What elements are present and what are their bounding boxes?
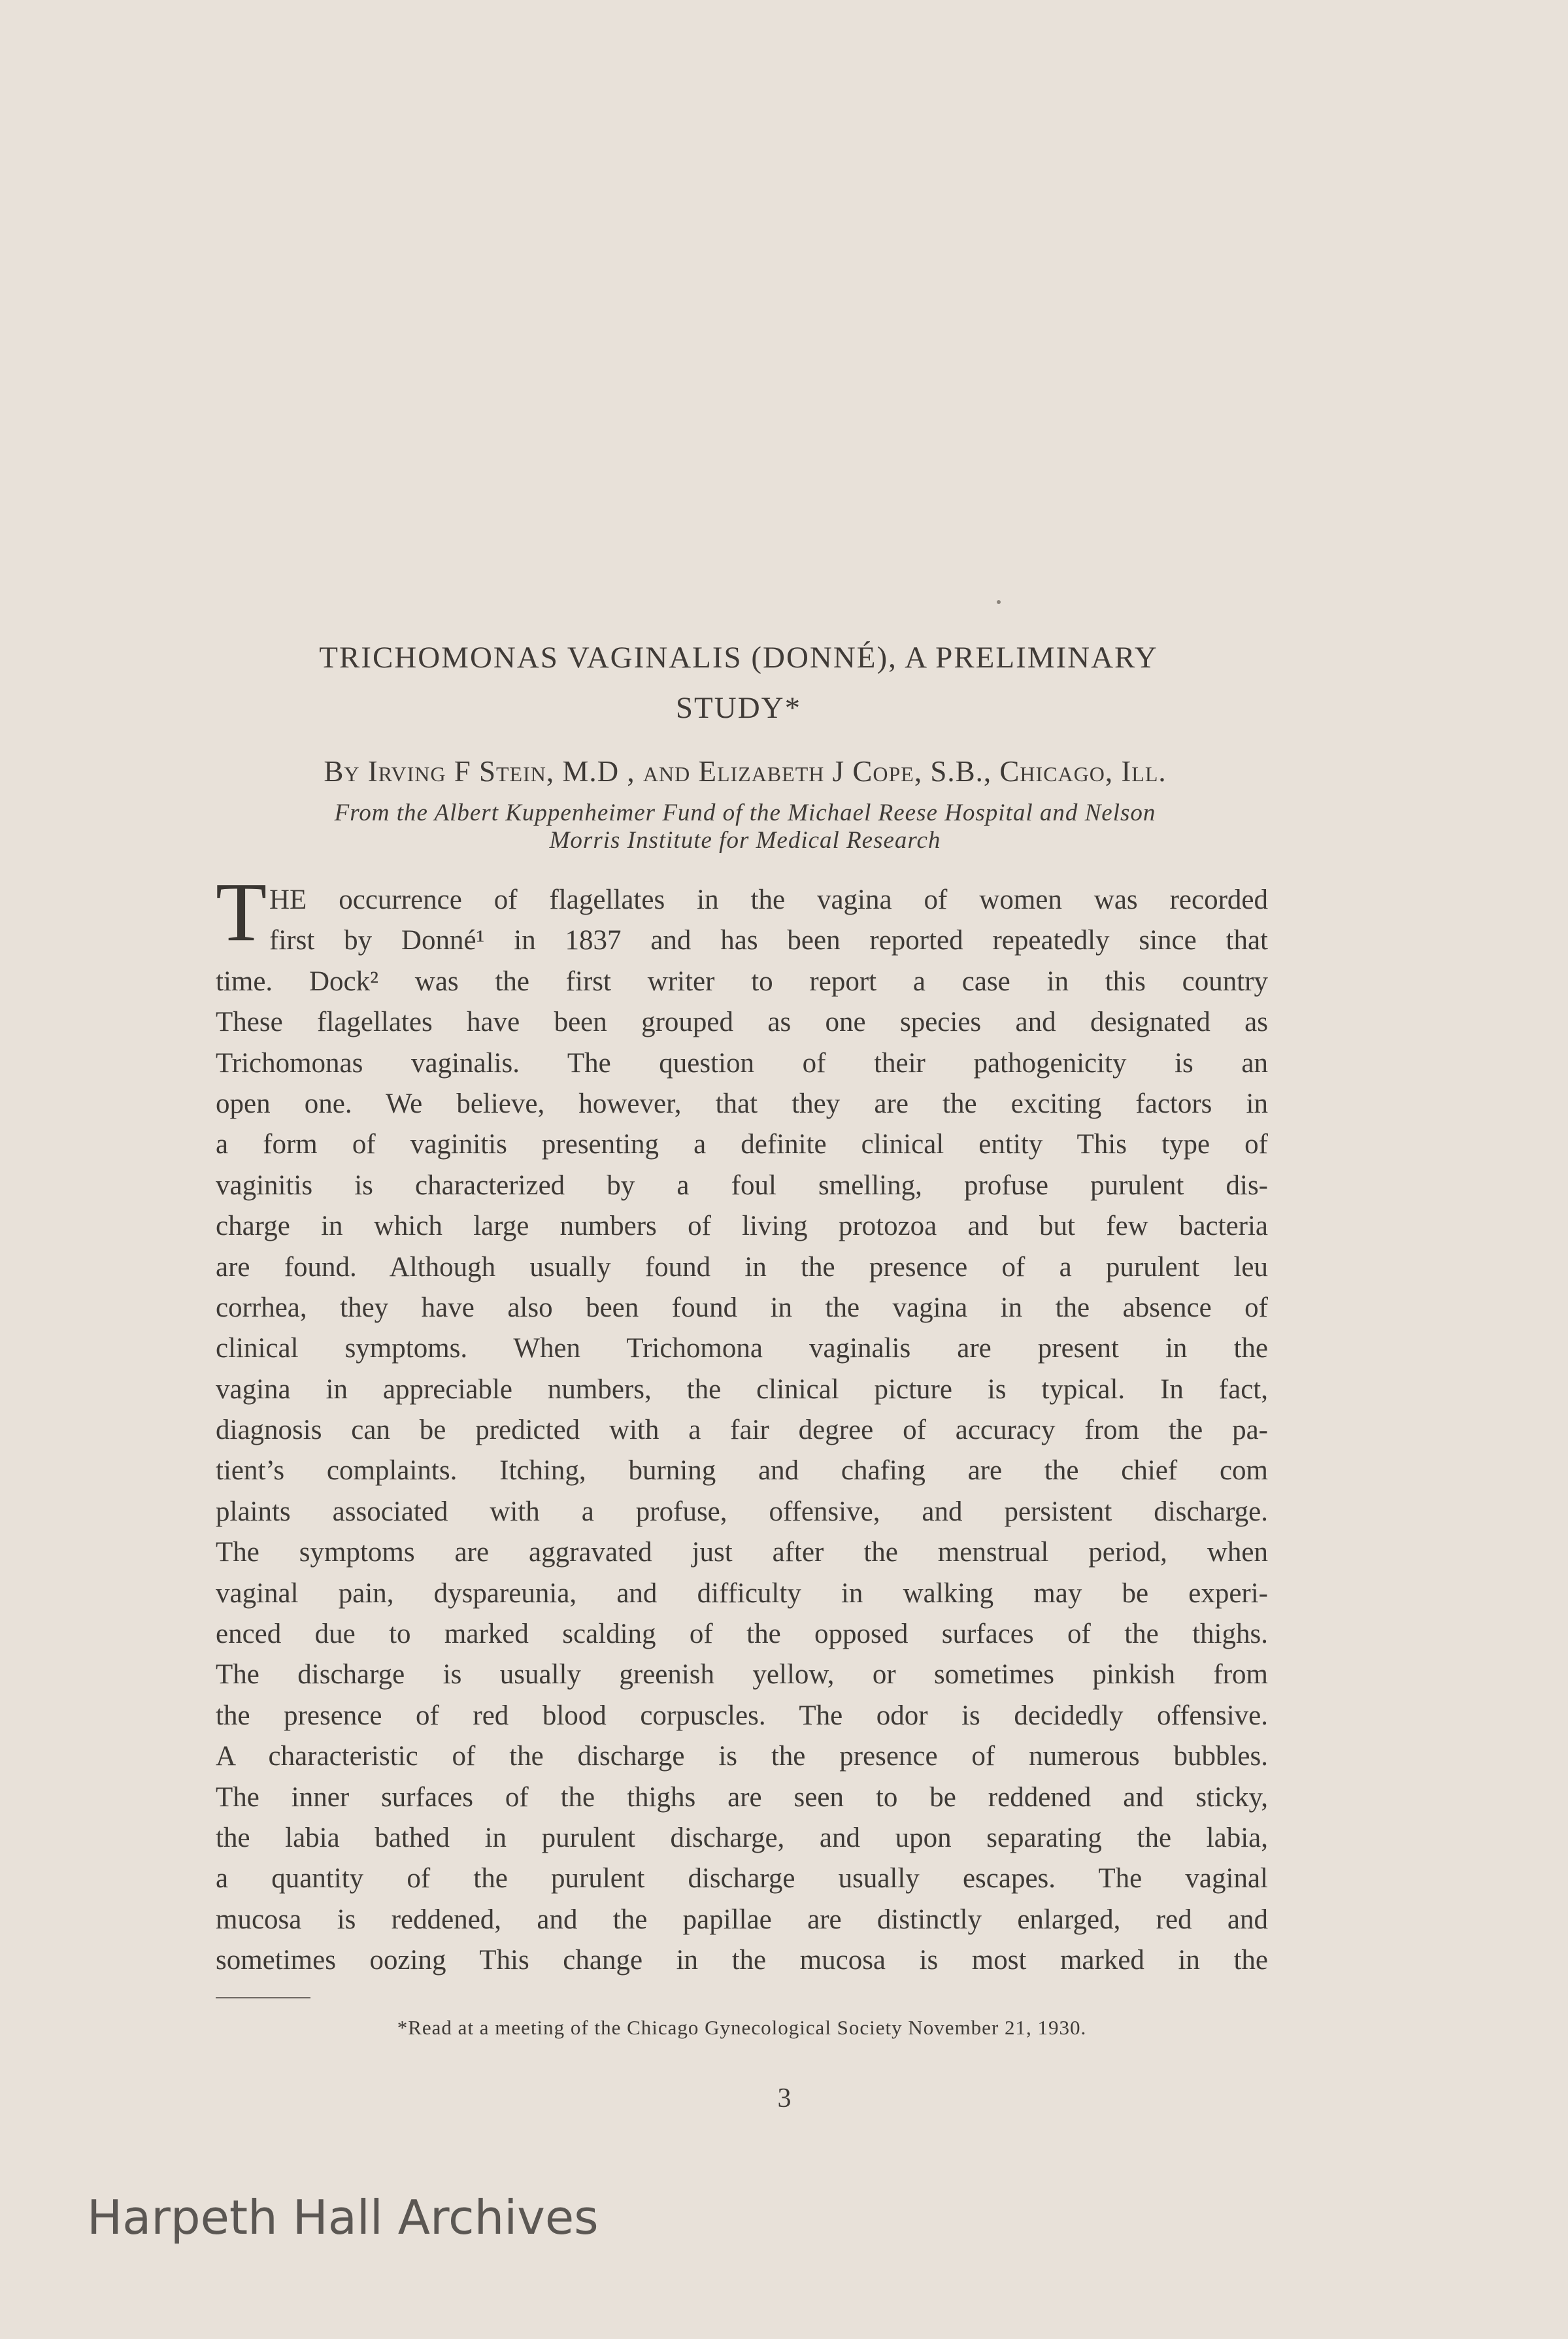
body-line: enced due to marked scalding of the opposed surfaces of the thighs.	[216, 1619, 1268, 1650]
body-line: open one. We believe, however, that they are the exciting factors in	[216, 1088, 1268, 1119]
body-line: These flagellates have been grouped as one species and designated as	[216, 1007, 1268, 1038]
body-line: the labia bathed in purulent discharge, and upon separating the labia,	[216, 1822, 1268, 1853]
body-line: mucosa is reddened, and the papillae are distinctly enlarged, red and	[216, 1904, 1268, 1935]
body-line: clinical symptoms. When Trichomona vaginalis are present in the	[216, 1333, 1268, 1364]
title-line-1: TRICHOMONAS VAGINALIS (DONNÉ), A PRELIMINARY	[319, 641, 1158, 675]
body-line: time. Dock² was the first writer to report a case in this country	[216, 966, 1268, 997]
ink-speck	[997, 600, 1001, 604]
body-line: HE occurrence of flagellates in the vagina of women was recorded	[269, 884, 1268, 915]
body-line: diagnosis can be predicted with a fair degree of accuracy from the pa-	[216, 1415, 1268, 1446]
footnote-rule	[216, 1997, 310, 1998]
affiliation	[216, 799, 1275, 854]
body-line: vaginitis is characterized by a foul smelling, profuse purulent dis-	[216, 1170, 1268, 1201]
archive-watermark: Harpeth Hall Archives	[87, 2190, 599, 2245]
body-line: The discharge is usually greenish yellow, or sometimes pinkish from	[216, 1659, 1268, 1691]
affiliation-line-2: Morris Institute for Medical Research	[549, 827, 941, 854]
affiliation-line-1: From the Albert Kuppenheimer Fund of the Michael Reese Hospital and Nelson	[334, 799, 1156, 826]
article-title	[196, 633, 1281, 733]
body-line: The inner surfaces of the thighs are seen to be reddened and sticky,	[216, 1781, 1268, 1813]
body-line: vaginal pain, dyspareunia, and difficulty in walking may be experi-	[216, 1577, 1268, 1609]
body-line: A characteristic of the discharge is the presence of numerous bubbles.	[216, 1741, 1268, 1772]
body-line: corrhea, they have also been found in the vagina in the absence of	[216, 1292, 1268, 1323]
drop-cap: T	[216, 866, 267, 958]
body-line: plaints associated with a profuse, offensive, and persistent discharge.	[216, 1496, 1268, 1527]
body-line: a form of vaginitis presenting a definite clinical entity This type of	[216, 1129, 1268, 1160]
footnote: *Read at a meeting of the Chicago Gynecological Society November 21, 1930.	[397, 2016, 1087, 2039]
article-body	[216, 880, 1268, 1981]
body-line: a quantity of the purulent discharge usually escapes. The vaginal	[216, 1863, 1268, 1894]
page-number: 3	[777, 2083, 792, 2113]
body-line: The symptoms are aggravated just after the menstrual period, when	[216, 1537, 1268, 1568]
body-line: tient’s complaints. Itching, burning and chafing are the chief com	[216, 1455, 1268, 1487]
title-line-2: STUDY*	[675, 691, 802, 725]
body-line: Trichomonas vaginalis. The question of their pathogenicity is an	[216, 1047, 1268, 1079]
body-line: first by Donné¹ in 1837 and has been reported repeatedly since that	[269, 925, 1268, 956]
body-line: sometimes oozing This change in the mucosa is most marked in the	[216, 1945, 1268, 1976]
body-line: vagina in appreciable numbers, the clinical picture is typical. In fact,	[216, 1373, 1268, 1405]
body-line: charge in which large numbers of living protozoa and but few bacteria	[216, 1211, 1268, 1242]
author-byline: By Irving F Stein, M.D , and Elizabeth J Cope, S.B., Chicago, Ill.	[324, 755, 1167, 788]
body-line: are found. Although usually found in the presence of a purulent leu	[216, 1251, 1268, 1283]
body-line: the presence of red blood corpuscles. The odor is decidedly offensive.	[216, 1700, 1268, 1731]
